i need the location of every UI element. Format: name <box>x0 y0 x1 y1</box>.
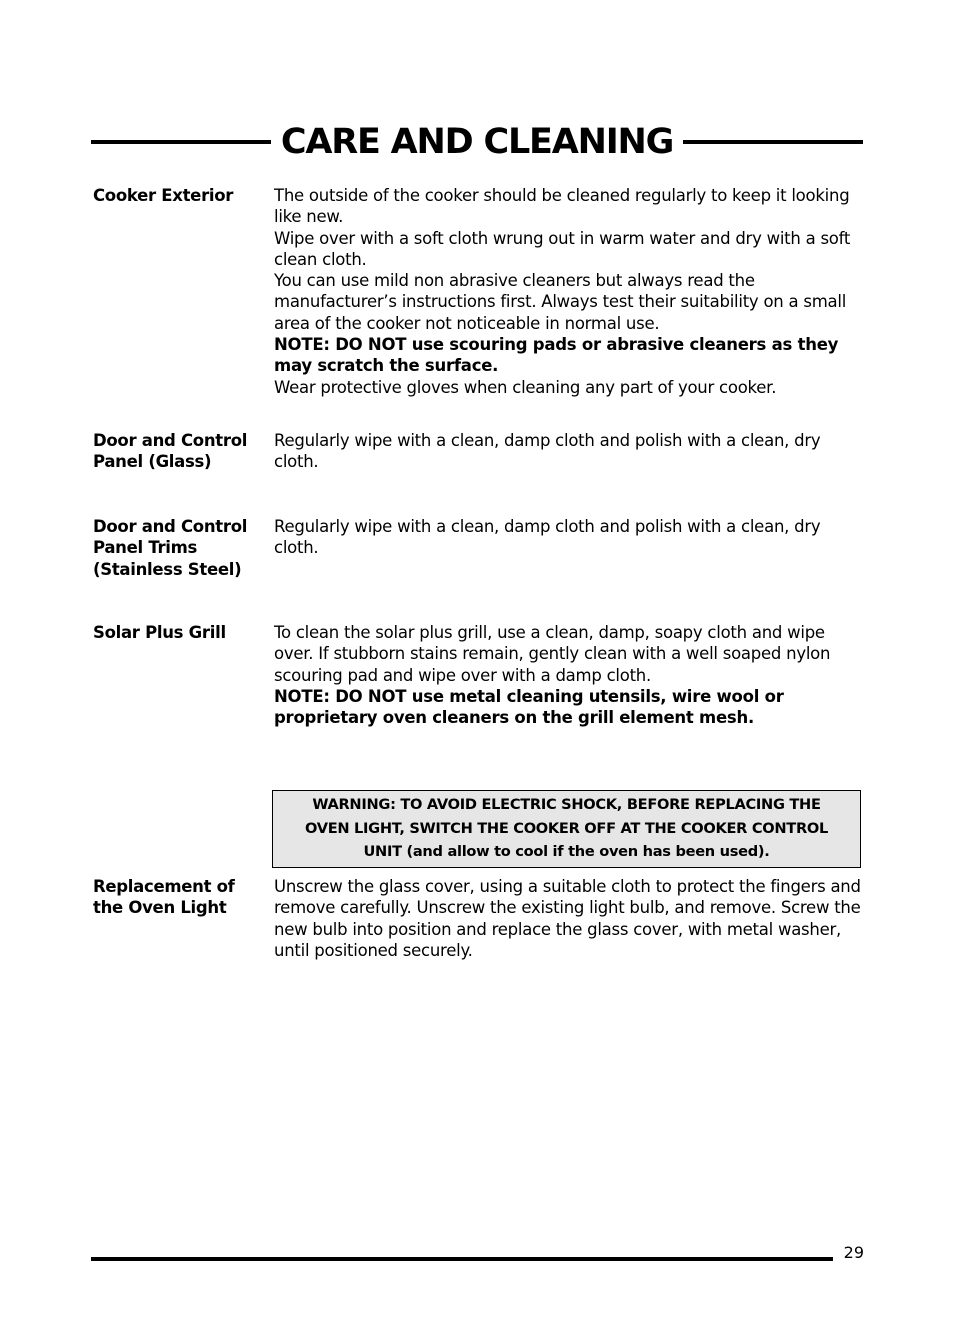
section-label <box>93 430 265 473</box>
body-paragraph: To clean the solar plus grill, use a clean, damp, soapy cloth and wipe over. If stubborn stains remain, gently clean with a well soaped nylon scouring pad and wipe over with a damp cloth. <box>274 623 831 685</box>
section-body <box>274 185 862 398</box>
section-body <box>274 622 862 728</box>
section-label-line: Solar Plus Grill <box>93 623 226 642</box>
note-paragraph: NOTE: DO NOT use metal cleaning utensils, wire wool or proprietary oven cleaners on the grill element mesh. <box>274 686 784 728</box>
section-body <box>274 430 862 473</box>
body-paragraph: Unscrew the glass cover, using a suitable cloth to protect the fingers and remove carefully. Unscrew the existing light bulb, and remove. Screw the new bulb into position and replace the glass cover, with metal washer, until positioned securely. <box>274 877 861 960</box>
warning-line: WARNING: TO AVOID ELECTRIC SHOCK, BEFORE REPLACING THE <box>312 796 821 813</box>
title-rule-left <box>91 140 271 144</box>
warning-line: OVEN LIGHT, SWITCH THE COOKER OFF AT THE COOKER CONTROL <box>304 819 828 837</box>
section-label-line: Cooker Exterior <box>93 186 234 205</box>
body-paragraph: Wipe over with a soft cloth wrung out in warm water and dry with a soft clean cloth. <box>274 228 851 269</box>
body-paragraph: Regularly wipe with a clean, damp cloth and polish with a clean, dry cloth. <box>274 431 821 472</box>
warning-line: UNIT (and allow to cool if the oven has been used). <box>363 843 770 860</box>
body-paragraph: Regularly wipe with a clean, damp cloth and polish with a clean, dry cloth. <box>274 517 821 558</box>
body-paragraph: You can use mild non abrasive cleaners but always read the manufacturer’s instructions first. Always test their suitability on a small area of the cooker not noticeable in normal use. <box>274 271 847 333</box>
section-label-line: the Oven Light <box>93 898 227 918</box>
section-label <box>93 516 265 580</box>
section-label-line: (Stainless Steel) <box>93 559 242 579</box>
title-row <box>91 118 863 166</box>
footer-rule <box>91 1257 833 1261</box>
section-label-line: Replacement of <box>93 877 235 896</box>
warning-box <box>272 790 861 868</box>
section-label <box>93 185 265 206</box>
section-cooker-exterior <box>93 185 863 405</box>
section-label-line: Door and Control <box>93 517 248 536</box>
body-paragraph: The outside of the cooker should be cleaned regularly to keep it looking like new. <box>274 186 850 227</box>
section-oven-light <box>93 876 863 966</box>
section-label-line: Panel Trims <box>93 538 198 558</box>
section-label <box>93 622 265 643</box>
section-label-line: Panel (Glass) <box>93 452 212 472</box>
section-label-line: Door and Control <box>93 431 248 450</box>
body-paragraph: Wear protective gloves when cleaning any part of your cooker. <box>274 377 777 397</box>
title-rule-right <box>683 140 863 144</box>
section-solar-plus-grill <box>93 622 863 732</box>
section-body <box>274 516 862 559</box>
section-label <box>93 876 265 919</box>
page-title: CARE AND CLEANING <box>280 122 674 162</box>
note-paragraph: NOTE: DO NOT use scouring pads or abrasive cleaners as they may scratch the surface. <box>274 335 839 376</box>
section-body <box>274 876 862 961</box>
section-door-panel-glass <box>93 430 863 480</box>
section-door-panel-trims <box>93 516 863 586</box>
page-number: 29 <box>843 1243 864 1262</box>
